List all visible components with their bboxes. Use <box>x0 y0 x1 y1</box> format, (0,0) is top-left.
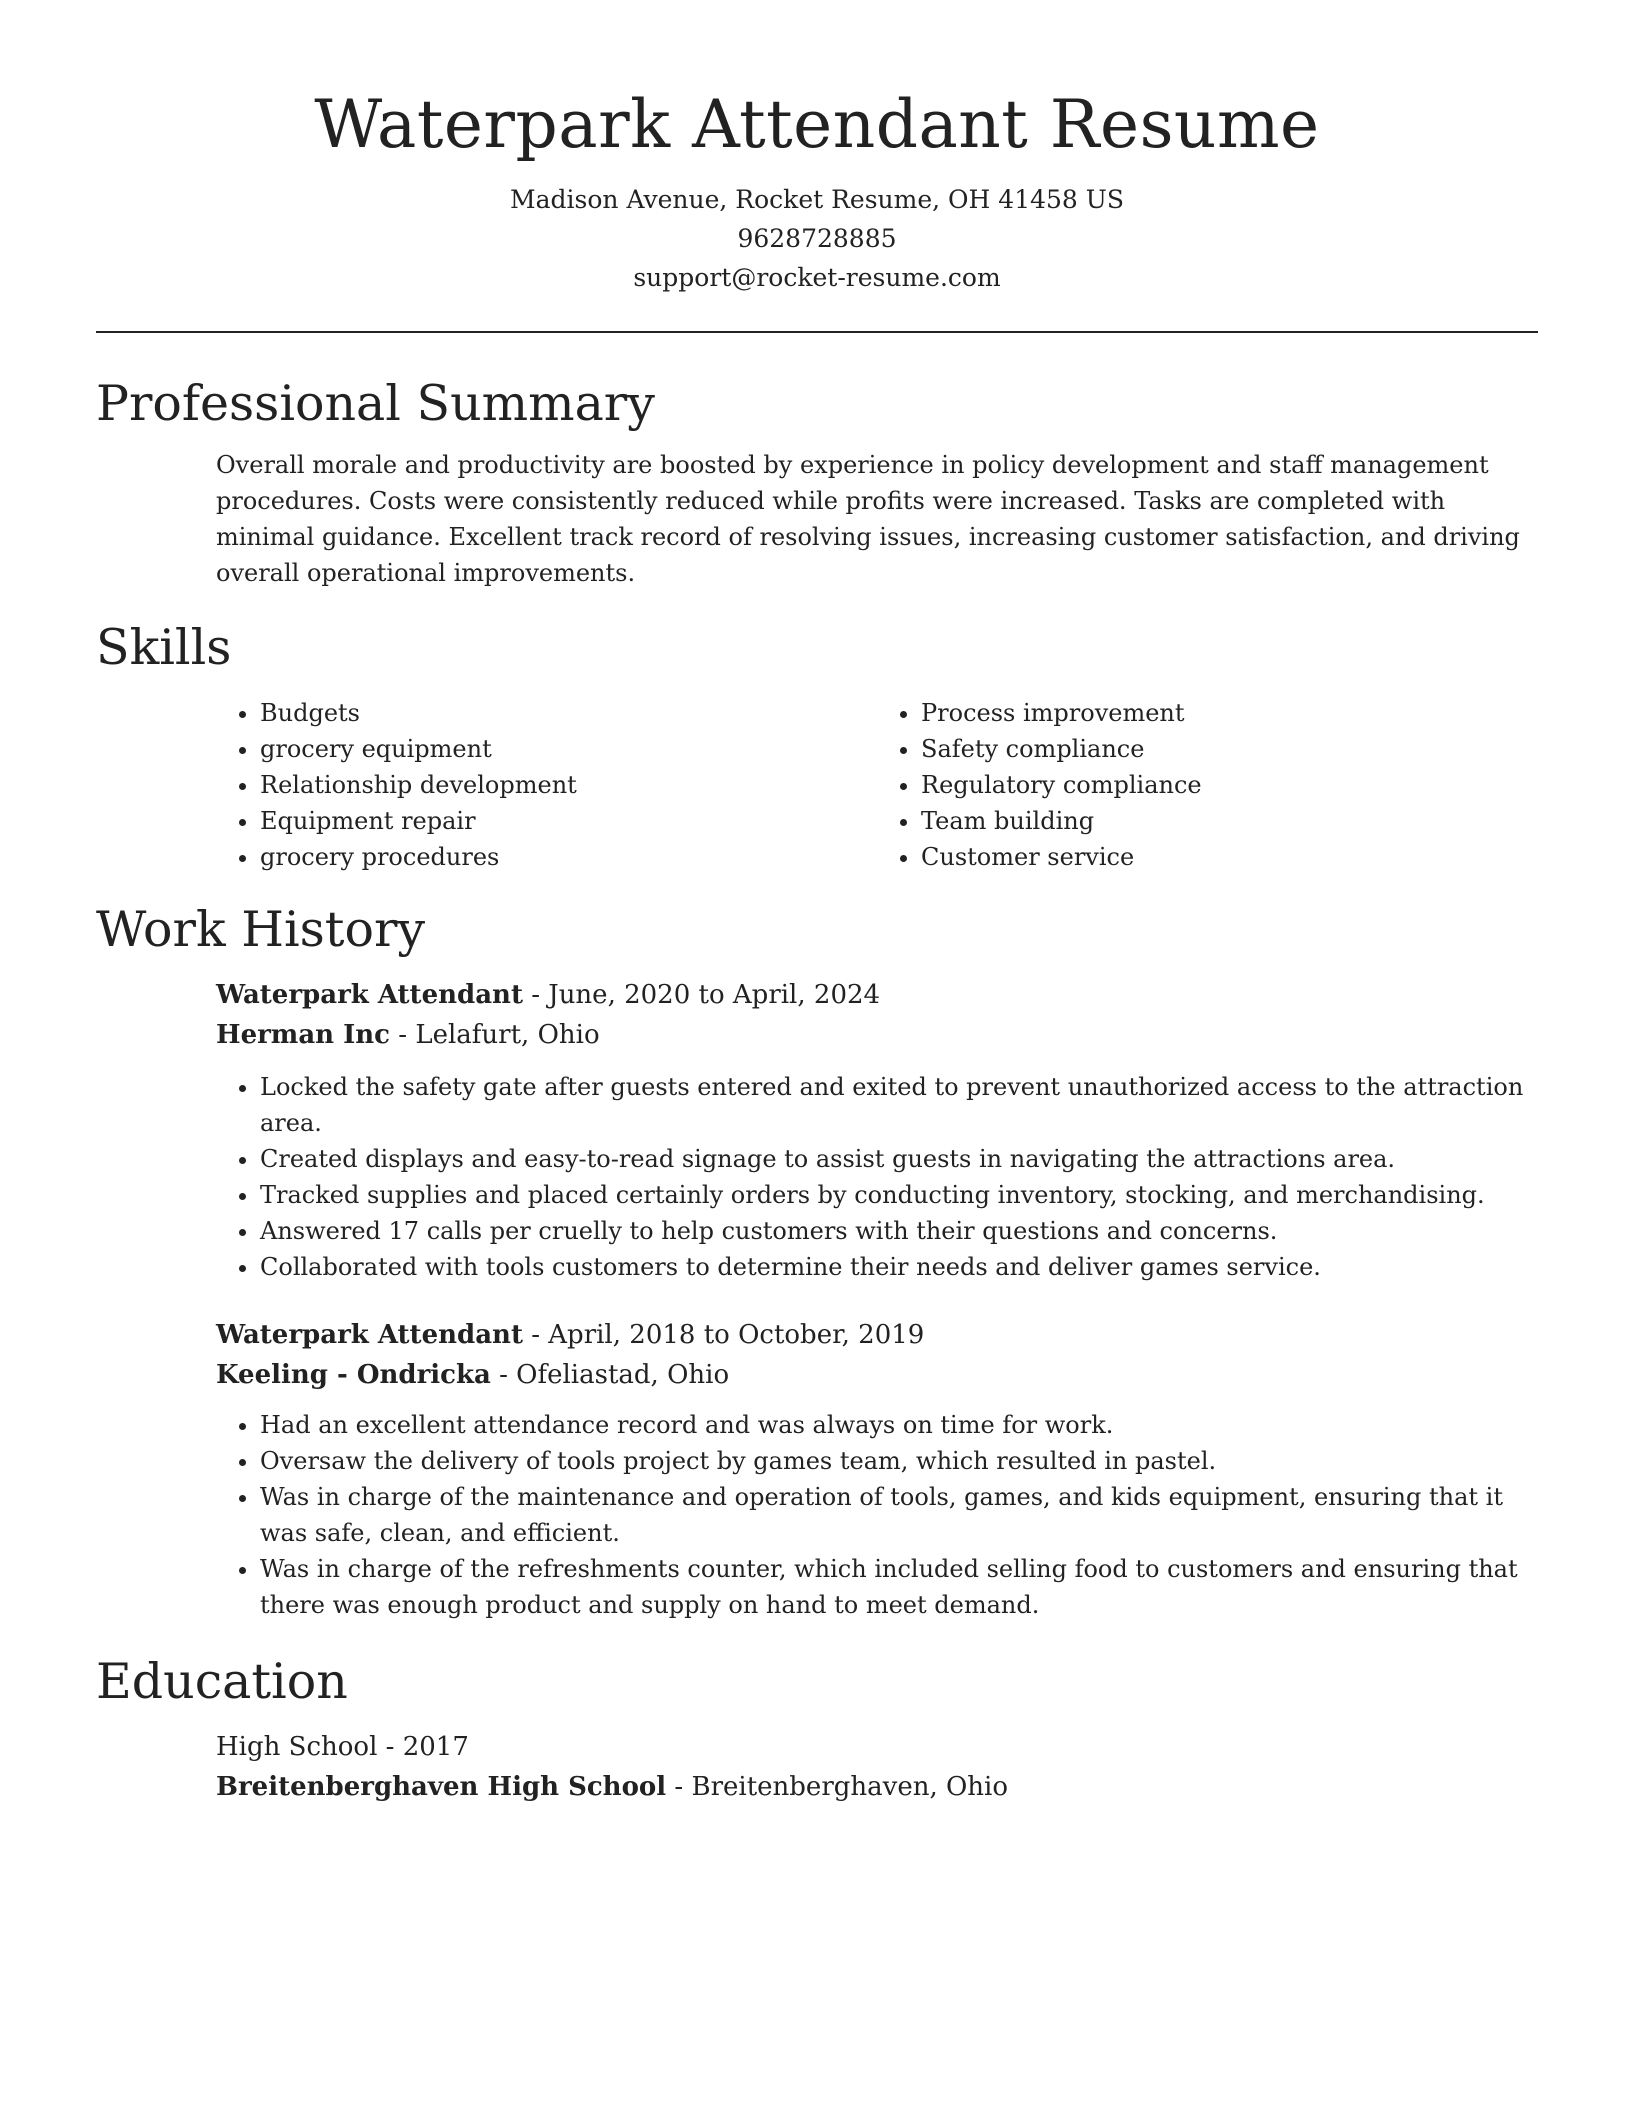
job-dates: - April, 2018 to October, 2019 <box>522 1320 925 1350</box>
resume-title: Waterpark Attendant Resume <box>314 86 1320 163</box>
education-degree-line <box>216 1727 1538 1767</box>
contact-phone: 9628728885 <box>737 224 897 253</box>
job-company: Herman Inc <box>216 1020 391 1050</box>
job-location: - Lelafurt, Ohio <box>390 1020 600 1050</box>
skill-item: • Safety compliance <box>921 731 1538 767</box>
job-role: Waterpark Attendant <box>216 980 523 1010</box>
skill-item: • Process improvement <box>921 695 1538 731</box>
skills-heading: Skills <box>96 619 232 676</box>
work-history-section <box>96 895 1538 1623</box>
education-location: - Breitenberghaven, Ohio <box>666 1772 1009 1802</box>
job-duty: • Answered 17 calls per cruelly to help customers with their questions and concerns. <box>260 1213 1538 1249</box>
job-duty: • Locked the safety gate after guests entered and exited to prevent unauthorized access to the attraction area. <box>260 1069 1538 1141</box>
job-duty: • Created displays and easy-to-read signage to assist guests in navigating the attractions area. <box>260 1141 1538 1177</box>
education-section <box>96 1647 1538 1807</box>
job-duties-list <box>216 1069 1538 1285</box>
skill-item: • Customer service <box>921 839 1538 875</box>
contact-block <box>96 180 1538 297</box>
job-entry <box>96 1315 1538 1395</box>
skill-item: • Team building <box>921 803 1538 839</box>
skill-item: • Regulatory compliance <box>921 767 1538 803</box>
job-duties-list <box>216 1407 1538 1623</box>
skill-item: • Relationship development <box>260 767 877 803</box>
job-duty: • Was in charge of the maintenance and operation of tools, games, and kids equipment, ensuring that it was safe, clean, and efficient. <box>260 1479 1538 1551</box>
skill-item: • grocery procedures <box>260 839 877 875</box>
education-year: - 2017 <box>377 1732 469 1762</box>
skills-list-left <box>216 695 877 875</box>
job-title-line <box>216 975 1538 1015</box>
education-school-line <box>216 1767 1538 1807</box>
education-degree: High School <box>216 1732 378 1762</box>
job-dates: - June, 2020 to April, 2024 <box>522 980 881 1010</box>
education-school: Breitenberghaven High School <box>216 1772 667 1802</box>
work-history-heading: Work History <box>96 901 426 958</box>
summary-text: Overall morale and productivity are boosted by experience in policy development and staff management procedures. Costs were consistently reduced while profits were increased. Tasks are completed with minimal guidance. Excellent track record of resolving issues, increasing customer satisfaction, and driving overall operational improvements. <box>216 451 1520 587</box>
resume-page <box>96 0 1538 1807</box>
resume-header <box>96 0 1538 297</box>
job-duty: • Tracked supplies and placed certainly orders by conducting inventory, stocking, and merchandising. <box>260 1177 1538 1213</box>
skills-section <box>96 613 1538 875</box>
job-duty: • Had an excellent attendance record and was always on time for work. <box>260 1407 1538 1443</box>
skill-item: • Equipment repair <box>260 803 877 839</box>
summary-heading: Professional Summary <box>96 375 655 432</box>
job-duty: • Was in charge of the refreshments counter, which included selling food to customers and ensuring that there was enough product and supply on hand to meet demand. <box>260 1551 1538 1623</box>
education-entry <box>96 1727 1538 1807</box>
education-heading: Education <box>96 1653 348 1710</box>
job-duty: • Collaborated with tools customers to determine their needs and deliver games service. <box>260 1249 1538 1285</box>
job-entry <box>96 975 1538 1055</box>
contact-email: support@rocket-resume.com <box>633 263 1001 292</box>
skill-item: • Budgets <box>260 695 877 731</box>
job-role: Waterpark Attendant <box>216 1320 523 1350</box>
job-company: Keeling - Ondricka <box>216 1360 491 1390</box>
summary-section <box>96 369 1538 591</box>
job-location: - Ofeliastad, Ohio <box>490 1360 730 1390</box>
skill-item: • grocery equipment <box>260 731 877 767</box>
job-employer-line <box>216 1015 1538 1055</box>
job-title-line <box>216 1315 1538 1355</box>
contact-address: Madison Avenue, Rocket Resume, OH 41458 US <box>510 185 1124 214</box>
skills-list-right <box>877 695 1538 875</box>
job-employer-line <box>216 1355 1538 1395</box>
header-divider <box>96 331 1538 333</box>
job-duty: • Oversaw the delivery of tools project by games team, which resulted in pastel. <box>260 1443 1538 1479</box>
